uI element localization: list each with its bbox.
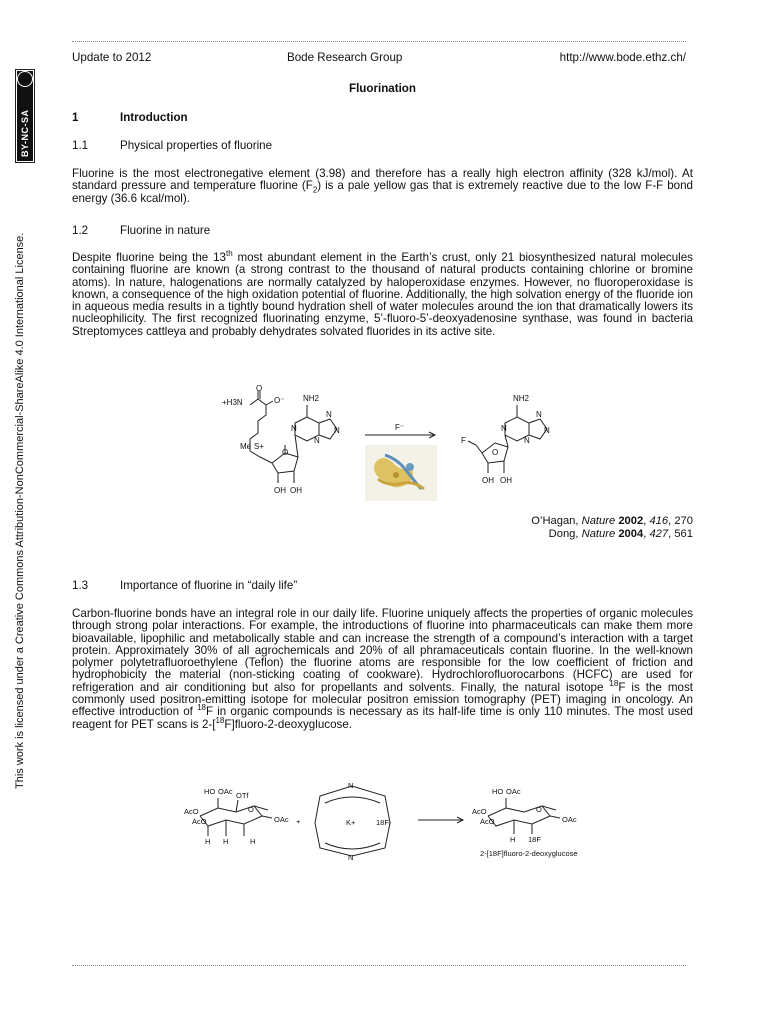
paragraph-fluorine-in-nature <box>72 249 693 338</box>
scheme1-product-label: N <box>536 410 542 419</box>
scheme1-product-label: N <box>544 426 550 435</box>
reference-journal: Nature <box>581 528 616 540</box>
header-rule-top <box>72 41 686 42</box>
paragraph-text: F]fluoro-2-deoxyglucose. <box>224 717 352 731</box>
superscript: 18 <box>609 678 619 688</box>
scheme2-sm-label: OTf <box>236 791 249 800</box>
scheme2-product-label: AcO <box>480 817 495 826</box>
section-title: Importance of fluorine in “daily life” <box>120 579 298 592</box>
scheme1-product-label: N <box>524 436 530 445</box>
header-left: Update to 2012 <box>72 51 152 64</box>
scheme2-crown-label: N <box>348 853 354 860</box>
superscript: 18 <box>197 703 206 713</box>
scheme1-reactant-label: N <box>334 426 340 435</box>
license-sidebar-text: This work is licensed under a Creative Commons Attribution-NonCommercial-ShareAlike 4.0 International License. <box>14 232 26 789</box>
scheme1-reactant-label: OH <box>274 486 286 495</box>
header-url-link[interactable]: http://www.bode.ethz.ch/ <box>559 51 686 64</box>
scheme2-plus: + <box>296 817 301 826</box>
reference-author: O’Hagan, <box>531 515 582 527</box>
scheme1-product-label: OH <box>500 476 512 485</box>
scheme2-product-name: 2-[18F]fluoro-2-deoxyglucose <box>480 849 578 858</box>
section-heading-1 <box>72 112 188 124</box>
section-heading-1-2 <box>72 225 210 237</box>
reference-year: 2002 <box>618 515 644 527</box>
scheme1-product-label: OH <box>482 476 494 485</box>
section-title: Fluorine in nature <box>120 224 211 237</box>
reference-page: , 270 <box>668 515 693 527</box>
reference-volume: 427 <box>649 528 669 540</box>
scheme1-reactant-label: O <box>256 384 263 393</box>
cc-license-badge[interactable] <box>15 69 35 163</box>
cc-badge-text: BY-NC-SA <box>20 109 30 157</box>
scheme1-product-label: O <box>492 448 499 457</box>
footer-rule <box>72 965 686 966</box>
superscript: th <box>225 249 233 259</box>
scheme1-reactant-label: N <box>326 410 332 419</box>
scheme2-sm-label: O <box>248 805 254 814</box>
section-number: 1.2 <box>72 224 89 237</box>
scheme2-sm-label: H <box>205 837 211 846</box>
section-heading-1-1 <box>72 140 272 152</box>
scheme2-product-label: H <box>510 835 516 844</box>
scheme2-sm-label: AcO <box>192 817 207 826</box>
section-title: Physical properties of fluorine <box>120 139 273 152</box>
reference-journal: Nature <box>581 515 616 527</box>
enzymatic-fluorination-scheme <box>210 383 555 503</box>
paragraph-text: Fluorine is the most electronegative element (3.98) and therefore has a really high electron affinity (328 kJ/mol). At standard pressure and temperature fluorine (F <box>72 167 693 193</box>
reference-ohagan: O’Hagan, Nature 2002, 416, 270 <box>531 515 693 527</box>
page-title: Fluorination <box>349 82 416 95</box>
scheme1-reactant-label: S+ <box>254 442 265 451</box>
scheme1-product-label: F <box>461 436 466 445</box>
scheme1-reagent-label: F⁻ <box>395 423 405 432</box>
paragraph-text: most abundant element in the Earth’s crust, only 21 biosynthesized natural molecules containing fluorine are known (a strong contrast to the thousand of natural products containing chlorine or bromine atoms). In nature, halogenations are normally catalyzed by haloperoxidase enzymes. However, no fluoroperoxidase is known, a consequence of the high oxidation potential of fluorine. Additionally, the high solvation energy of the fluoride ion in aqueous media results in a tightly bound hydration shell of water molecules around the ion that dramatically lowers its nucleophilicity. The first recognized fluorinating enzyme, 5’-fluoro-5’-deoxyadenosine synthase, was found in bacteria Streptomyces cattleya and probably dehydrates solvated fluorides in its active site. <box>72 251 693 338</box>
subscript: 2 <box>312 185 318 195</box>
scheme2-crown-label: N <box>348 781 354 790</box>
scheme2-product-label: OAc <box>506 787 521 796</box>
scheme1-reactant-label: NH2 <box>303 394 320 403</box>
section-number: 1 <box>72 111 79 124</box>
section-title: Introduction <box>120 111 188 124</box>
reference-year: 2004 <box>618 528 644 540</box>
reference-author: Dong, <box>548 528 582 540</box>
fdg-synthesis-scheme <box>180 778 600 860</box>
header-center: Bode Research Group <box>287 51 403 64</box>
paragraph-daily-life <box>72 608 693 731</box>
scheme2-sm-label: H <box>223 837 229 846</box>
paragraph-text: Carbon-fluorine bonds have an integral role in our daily life. Fluorine uniquely affects the properties of organic molecules through strong polar interactions. For example, the introductions of fluorine into pharmaceuticals can make them more bioavailable, lipophilic and metabolically stable and can increase the strength of a compound’s interaction with a target protein. Approximately 30% of all agrochemicals and 20% of all phramaceuticals contain fluorine. In the well-known polymer polytetrafluoroethylene (Teflon) the fluorine atoms are responsible for the low coefficient of friction and hydrophobicity the material (non-sticking coating of cookware). Hydrochlorofluorocarbons (HCFC) are used for refrigeration and air conditioning but also for propellants and solvents. Finally, the natural isotope <box>72 607 693 694</box>
paragraph-physical-properties <box>72 168 693 205</box>
reference-volume: 416 <box>649 515 669 527</box>
enzyme-structure-image <box>365 445 437 501</box>
scheme1-product-label: N <box>501 424 507 433</box>
paragraph-text: F is the most commonly used positron-emitting isotope for molecular positron emission tomography (PET) imaging in oncology. An effective introduction of <box>72 680 693 719</box>
scheme1-reactant-label: N <box>291 424 297 433</box>
superscript: 18 <box>215 715 225 725</box>
scheme2-sm-label: H <box>250 837 256 846</box>
scheme1-reactant-label: N <box>314 436 320 445</box>
scheme1-reactant-label: Me <box>240 442 252 451</box>
scheme2-sm-label: AcO <box>184 807 199 816</box>
scheme2-product-label: HO <box>492 787 504 796</box>
paragraph-text: Despite fluorine being the 13 <box>72 251 226 264</box>
scheme2-product-label: 18F <box>528 835 541 844</box>
scheme2-product-label: AcO <box>472 807 487 816</box>
section-number: 1.3 <box>72 579 89 592</box>
reference-dong: Dong, Nature 2004, 427, 561 <box>548 528 693 540</box>
scheme2-crown-label: K+ <box>346 818 356 827</box>
scheme2-crown-label: 18F- <box>376 818 392 827</box>
section-number: 1.1 <box>72 139 89 152</box>
scheme2-product-label: OAc <box>562 815 577 824</box>
paragraph-text: F in organic compounds is necessary as its half-life time is only 110 minutes. The most used reagent for PET scans is 2-[ <box>72 705 693 731</box>
scheme2-product-label: O <box>536 805 542 814</box>
scheme2-sm-label: OAc <box>274 815 289 824</box>
scheme2-sm-label: OAc <box>218 787 233 796</box>
reference-page: , 561 <box>668 528 693 540</box>
scheme2-sm-label: HO <box>204 787 216 796</box>
cc-logo-icon <box>17 71 33 87</box>
paragraph-text: ) is a pale yellow gas that is extremely reactive due to the low F-F bond energy (36.6 kcal/mol). <box>72 179 694 205</box>
section-heading-1-3 <box>72 580 297 592</box>
scheme1-reactant-label: +H3N <box>222 398 243 407</box>
scheme1-reactant-label: O⁻ <box>274 396 285 405</box>
scheme1-reactant-label: O <box>282 448 289 457</box>
scheme1-reactant-label: OH <box>290 486 302 495</box>
scheme1-product-label: NH2 <box>513 394 530 403</box>
